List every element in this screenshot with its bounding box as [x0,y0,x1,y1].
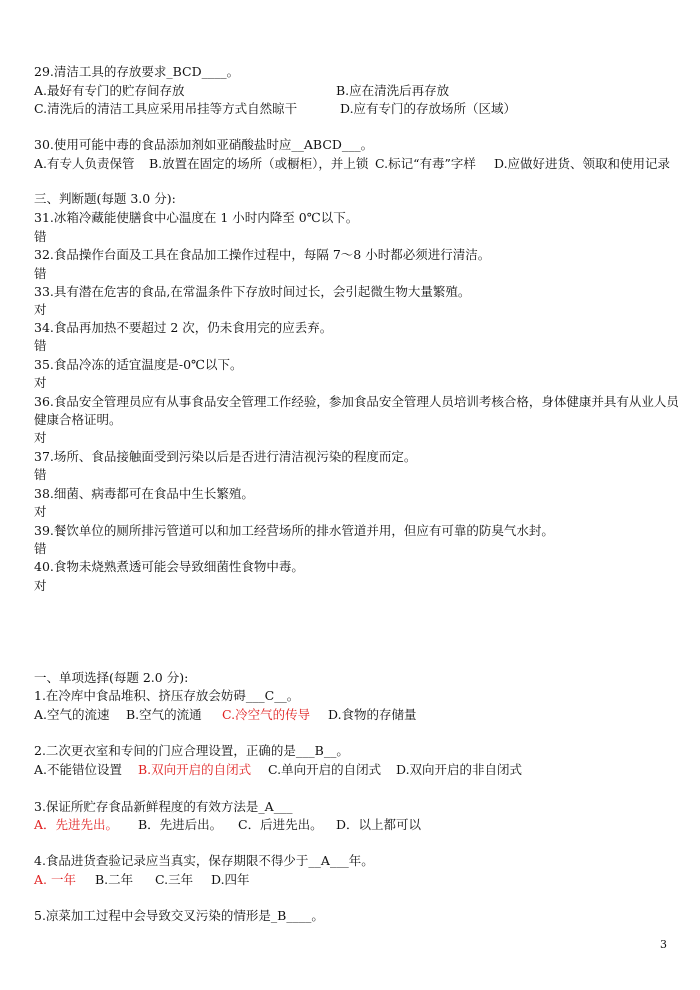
q30-option-b: B.放置在固定的场所（或橱柜），并上锁 [149,156,369,171]
judge-question: 34.食品再加热不要超过 2 次，仍未食用完的应丢弃。 [34,320,333,335]
judge-question: 33.具有潜在危害的食品,在常温条件下存放时间过长，会引起微生物大量繁殖。 [34,284,471,299]
q3-stem: 3.保证所贮存食品新鲜程度的有效方法是_A___ [34,799,293,814]
judge-answer: 对 [34,504,47,519]
judge-question: 36.食品安全管理员应有从事食品安全管理工作经验，参加食品安全管理人员培训考核合格，身体健康并具有从业人员健康合格证明。 [34,394,679,427]
section-heading-single: 一、单项选择(每题 2.0 分): [34,670,189,685]
q4-option-c: C.三年 [155,872,194,887]
judge-answer: 错 [34,467,47,482]
q2-option-d: D.双向开启的非自闭式 [396,762,523,777]
q1-option-d: D.食物的存储量 [328,707,417,722]
judge-answer: 对 [34,578,47,593]
q30-option-c: C.标记“有毒”字样 [375,156,476,171]
q1-option-b: B.空气的流通 [126,707,202,722]
judge-answer: 对 [34,430,47,445]
judge-question: 40.食物未烧熟煮透可能会导致细菌性食物中毒。 [34,559,304,574]
q29-option-a: A.最好有专门的贮存间存放 [34,83,185,98]
q29-option-c: C.清洗后的清洁工具应采用吊挂等方式自然晾干 [34,101,298,116]
q1-option-a: A.空气的流速 [34,707,110,722]
q2-stem: 2.二次更衣室和专间的门应合理设置，正确的是___B__。 [34,743,349,758]
q29-option-b: B.应在清洗后再存放 [336,83,450,98]
q4-option-d: D.四年 [211,872,250,887]
section-heading-judge: 三、判断题(每题 3.0 分): [34,191,176,206]
q1-option-c-correct: C.冷空气的传导 [222,707,311,722]
judge-answer: 错 [34,229,47,244]
q30-option-d: D.应做好进货、领取和使用记录 [494,156,671,171]
judge-question: 31.冰箱冷藏能使膳食中心温度在 1 小时内降至 0℃以下。 [34,210,359,225]
judge-question: 32.食品操作台面及工具在食品加工操作过程中，每隔 7～8 小时都必须进行清洁。 [34,247,491,262]
q3-option-a-correct: A．先进先出。 [34,817,119,832]
q3-option-b: B．先进后出。 [138,817,223,832]
q1-stem: 1.在冷库中食品堆积、挤压存放会妨碍___C__。 [34,688,300,703]
judge-answer: 错 [34,338,47,353]
q3-option-c: C．后进先出。 [238,817,323,832]
judge-answer: 错 [34,541,47,556]
judge-answer: 对 [34,375,47,390]
q29-option-d: D.应有专门的存放场所（区域） [340,101,517,116]
judge-question: 38.细菌、病毒都可在食品中生长繁殖。 [34,486,254,501]
judge-question: 35.食品冷冻的适宜温度是-0℃以下。 [34,357,243,372]
q2-option-c: C.单向开启的自闭式 [268,762,382,777]
q3-option-d: D．以上都可以 [336,817,422,832]
q4-option-a-correct: A. 一年 [34,872,76,887]
judge-answer: 对 [34,302,47,317]
q2-option-b-correct: B.双向开启的自闭式 [138,762,252,777]
q4-option-b: B.二年 [95,872,134,887]
q30-option-a: A.有专人负责保管 [34,156,135,171]
q30-stem: 30.使用可能中毒的食品添加剂如亚硝酸盐时应__ABCD___。 [34,137,374,152]
q4-stem: 4.食品进货查验记录应当真实，保存期限不得少于__A___年。 [34,853,374,868]
judge-answer: 错 [34,266,47,281]
page-number: 3 [660,938,667,951]
q2-option-a: A.不能错位设置 [34,762,123,777]
judge-question: 39.餐饮单位的厕所排污管道可以和加工经营场所的排水管道并用，但应有可靠的防臭气水封。 [34,523,554,538]
q29-stem: 29.清洁工具的存放要求_BCD____。 [34,64,240,79]
q5-stem: 5.凉菜加工过程中会导致交叉污染的情形是_B____。 [34,908,324,923]
judge-question: 37.场所、食品接触面受到污染以后是否进行清洁视污染的程度而定。 [34,449,417,464]
